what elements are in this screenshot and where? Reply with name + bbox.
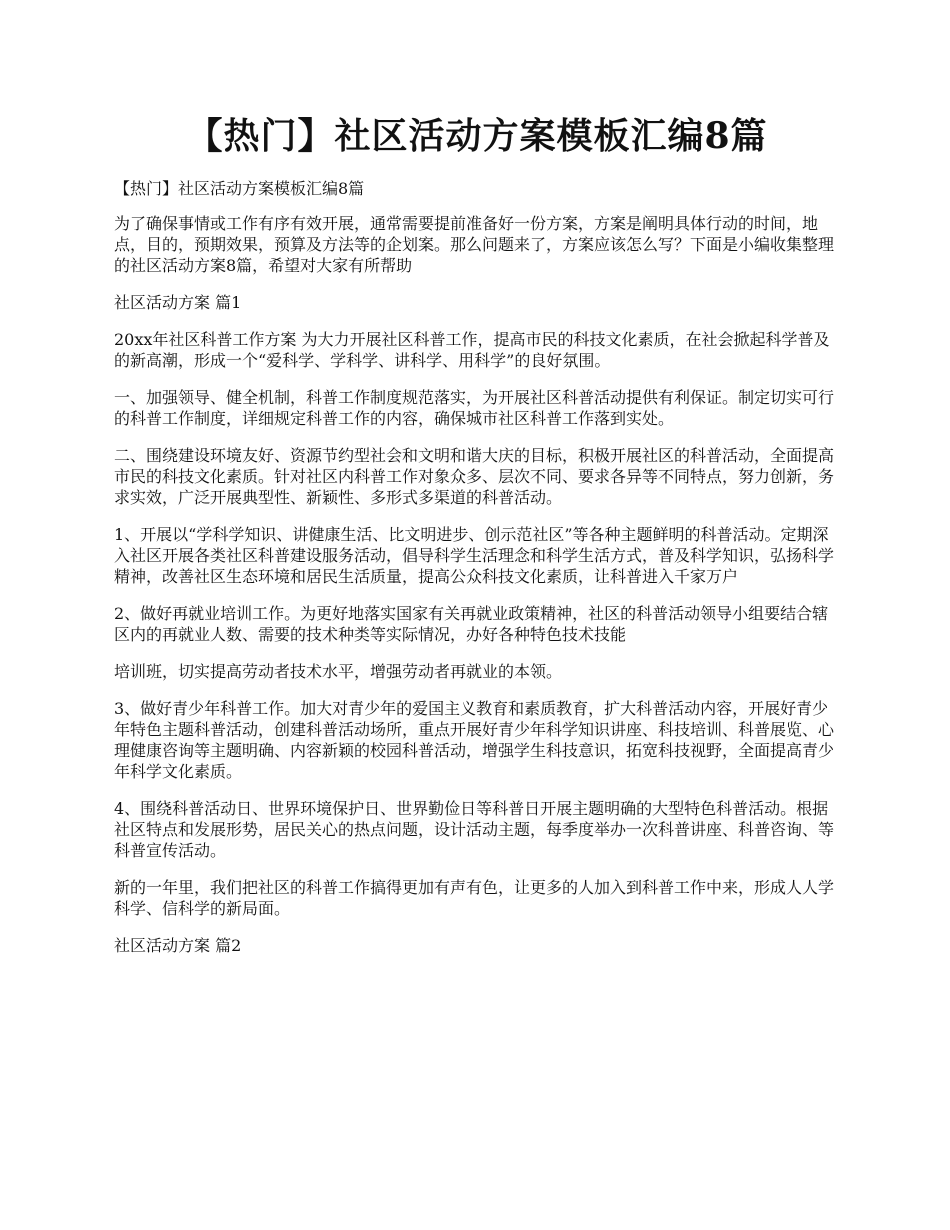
intro-paragraph: 为了确保事情或工作有序有效开展，通常需要提前准备好一份方案，方案是阐明具体行动的时间，地点，目的，预期效果，预算及方法等的企划案。那么问题来了，方案应该怎么写？下面是小编收集整理的社区活动方案8篇，希望对大家有所帮助 xyxy=(114,214,835,275)
document-subtitle: 【热门】社区活动方案模板汇编8篇 xyxy=(114,179,365,198)
section-heading-1: 社区活动方案 篇1 xyxy=(114,293,242,312)
section-heading-2: 社区活动方案 篇2 xyxy=(114,936,242,955)
body-paragraph: 4、围绕科普活动日、世界环境保护日、世界勤俭日等科普日开展主题明确的大型特色科普活动。根据社区特点和发展形势，居民关心的热点问题，设计活动主题，每季度举办一次科普讲座、科普咨询、等科普宣传活动。 xyxy=(114,799,835,860)
body-paragraph: 20xx年社区科普工作方案 为大力开展社区科普工作，提高市民的科技文化素质，在社会掀起科学普及的新高潮，形成一个“爱科学、学科学、讲科学、用科学”的良好氛围。 xyxy=(114,330,830,370)
body-paragraph: 3、做好青少年科普工作。加大对青少年的爱国主义教育和素质教育，扩大科普活动内容，开展好青少年特色主题科普活动，创建科普活动场所，重点开展好青少年科学知识讲座、科技培训、科普展览、心理健康咨询等主题明确、内容新颖的校园科普活动，增强学生科技意识，拓宽科技视野，全面提高青少年科学文化素质。 xyxy=(114,699,835,781)
body-paragraph: 培训班，切实提高劳动者技术水平，增强劳动者再就业的本领。 xyxy=(114,662,563,681)
document-title: 【热门】社区活动方案模板汇编8篇 xyxy=(186,115,768,157)
body-paragraph: 一、加强领导、健全机制，科普工作制度规范落实，为开展社区科普活动提供有利保证。制定切实可行的科普工作制度，详细规定科普工作的内容，确保城市社区科普工作落到实处。 xyxy=(114,388,835,428)
body-paragraph: 1、开展以“学科学知识、讲健康生活、比文明进步、创示范社区”等各种主题鲜明的科普活动。定期深入社区开展各类社区科普建设服务活动，倡导科学生活理念和科学生活方式，普及科学知识，弘扬科学精神，改善社区生态环境和居民生活质量，提高公众科技文化素质，让科普进入千家万户 xyxy=(114,525,835,586)
body-paragraph: 二、围绕建设环境友好、资源节约型社会和文明和谐大庆的目标，积极开展社区的科普活动，全面提高市民的科技文化素质。针对社区内科普工作对象众多、层次不同、要求各异等不同特点，努力创新，务求实效，广泛开展典型性、新颖性、多形式多渠道的科普活动。 xyxy=(114,446,835,507)
body-paragraph: 新的一年里，我们把社区的科普工作搞得更加有声有色，让更多的人加入到科普工作中来，形成人人学科学、信科学的新局面。 xyxy=(114,878,835,918)
body-paragraph: 2、做好再就业培训工作。为更好地落实国家有关再就业政策精神，社区的科普活动领导小组要结合辖区内的再就业人数、需要的技术种类等实际情况，办好各种特色技术技能 xyxy=(114,604,829,644)
